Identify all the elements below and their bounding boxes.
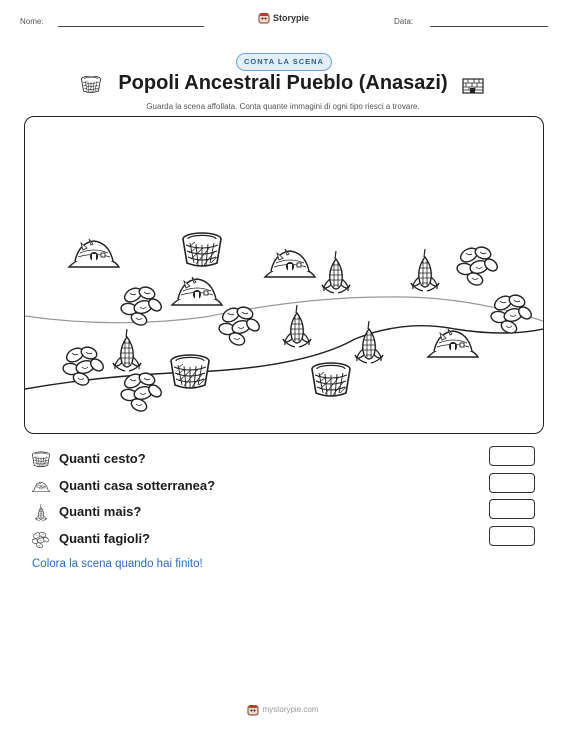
beans xyxy=(120,371,163,413)
answer-box[interactable] xyxy=(489,526,535,546)
answer-box[interactable] xyxy=(489,473,535,493)
storypie-logo-icon xyxy=(258,12,270,24)
brand xyxy=(258,12,309,24)
pit-house xyxy=(172,277,222,305)
question-text: Quanti fagioli? xyxy=(59,531,150,546)
footer xyxy=(0,704,566,716)
beans xyxy=(456,245,499,287)
beans xyxy=(490,293,533,335)
pit-house xyxy=(69,239,119,267)
footer-url[interactable]: mystorypie.com xyxy=(262,705,319,715)
beans xyxy=(218,305,261,347)
corn xyxy=(322,251,350,293)
worksheet-header xyxy=(0,10,566,34)
question-corn xyxy=(32,503,542,523)
question-basket xyxy=(32,450,542,470)
date-label: Data: xyxy=(394,17,414,26)
basket-icon xyxy=(32,451,50,469)
corn xyxy=(283,305,311,347)
pit-house xyxy=(428,329,478,357)
question-text: Quanti cesto? xyxy=(59,451,146,466)
question-pit-house xyxy=(32,477,542,497)
instructions: Guarda la scena affollata. Conta quante immagini di ogni tipo riesci a trovare. xyxy=(146,102,420,111)
name-label: Nome: xyxy=(20,17,44,26)
beans xyxy=(62,345,105,387)
beans-icon xyxy=(32,531,50,549)
brand-name: Storypie xyxy=(273,13,310,23)
answer-box[interactable] xyxy=(489,499,535,519)
page-title: Popoli Ancestrali Pueblo (Anasazi) xyxy=(118,72,448,94)
question-text: Quanti mais? xyxy=(59,504,142,519)
far-hill-line xyxy=(25,297,543,323)
question-beans xyxy=(32,530,542,550)
corn-icon xyxy=(32,504,50,522)
basket xyxy=(171,355,209,388)
activity-badge: CONTA LA SCENA xyxy=(236,53,332,71)
basket xyxy=(312,363,350,396)
pit-house-icon xyxy=(32,478,50,496)
corn xyxy=(355,321,383,363)
counting-scene[interactable] xyxy=(24,116,544,434)
date-line[interactable] xyxy=(430,26,548,27)
pit-house xyxy=(265,249,315,277)
corn xyxy=(113,329,141,371)
question-text: Quanti casa sotterranea? xyxy=(59,478,216,493)
basket xyxy=(183,233,221,266)
storypie-logo-icon xyxy=(247,704,259,716)
corn xyxy=(411,249,439,291)
answer-box[interactable] xyxy=(489,446,535,466)
name-line[interactable] xyxy=(58,26,204,27)
brick-house-icon xyxy=(462,76,484,94)
coloring-note: Colora la scena quando hai finito! xyxy=(32,558,203,570)
